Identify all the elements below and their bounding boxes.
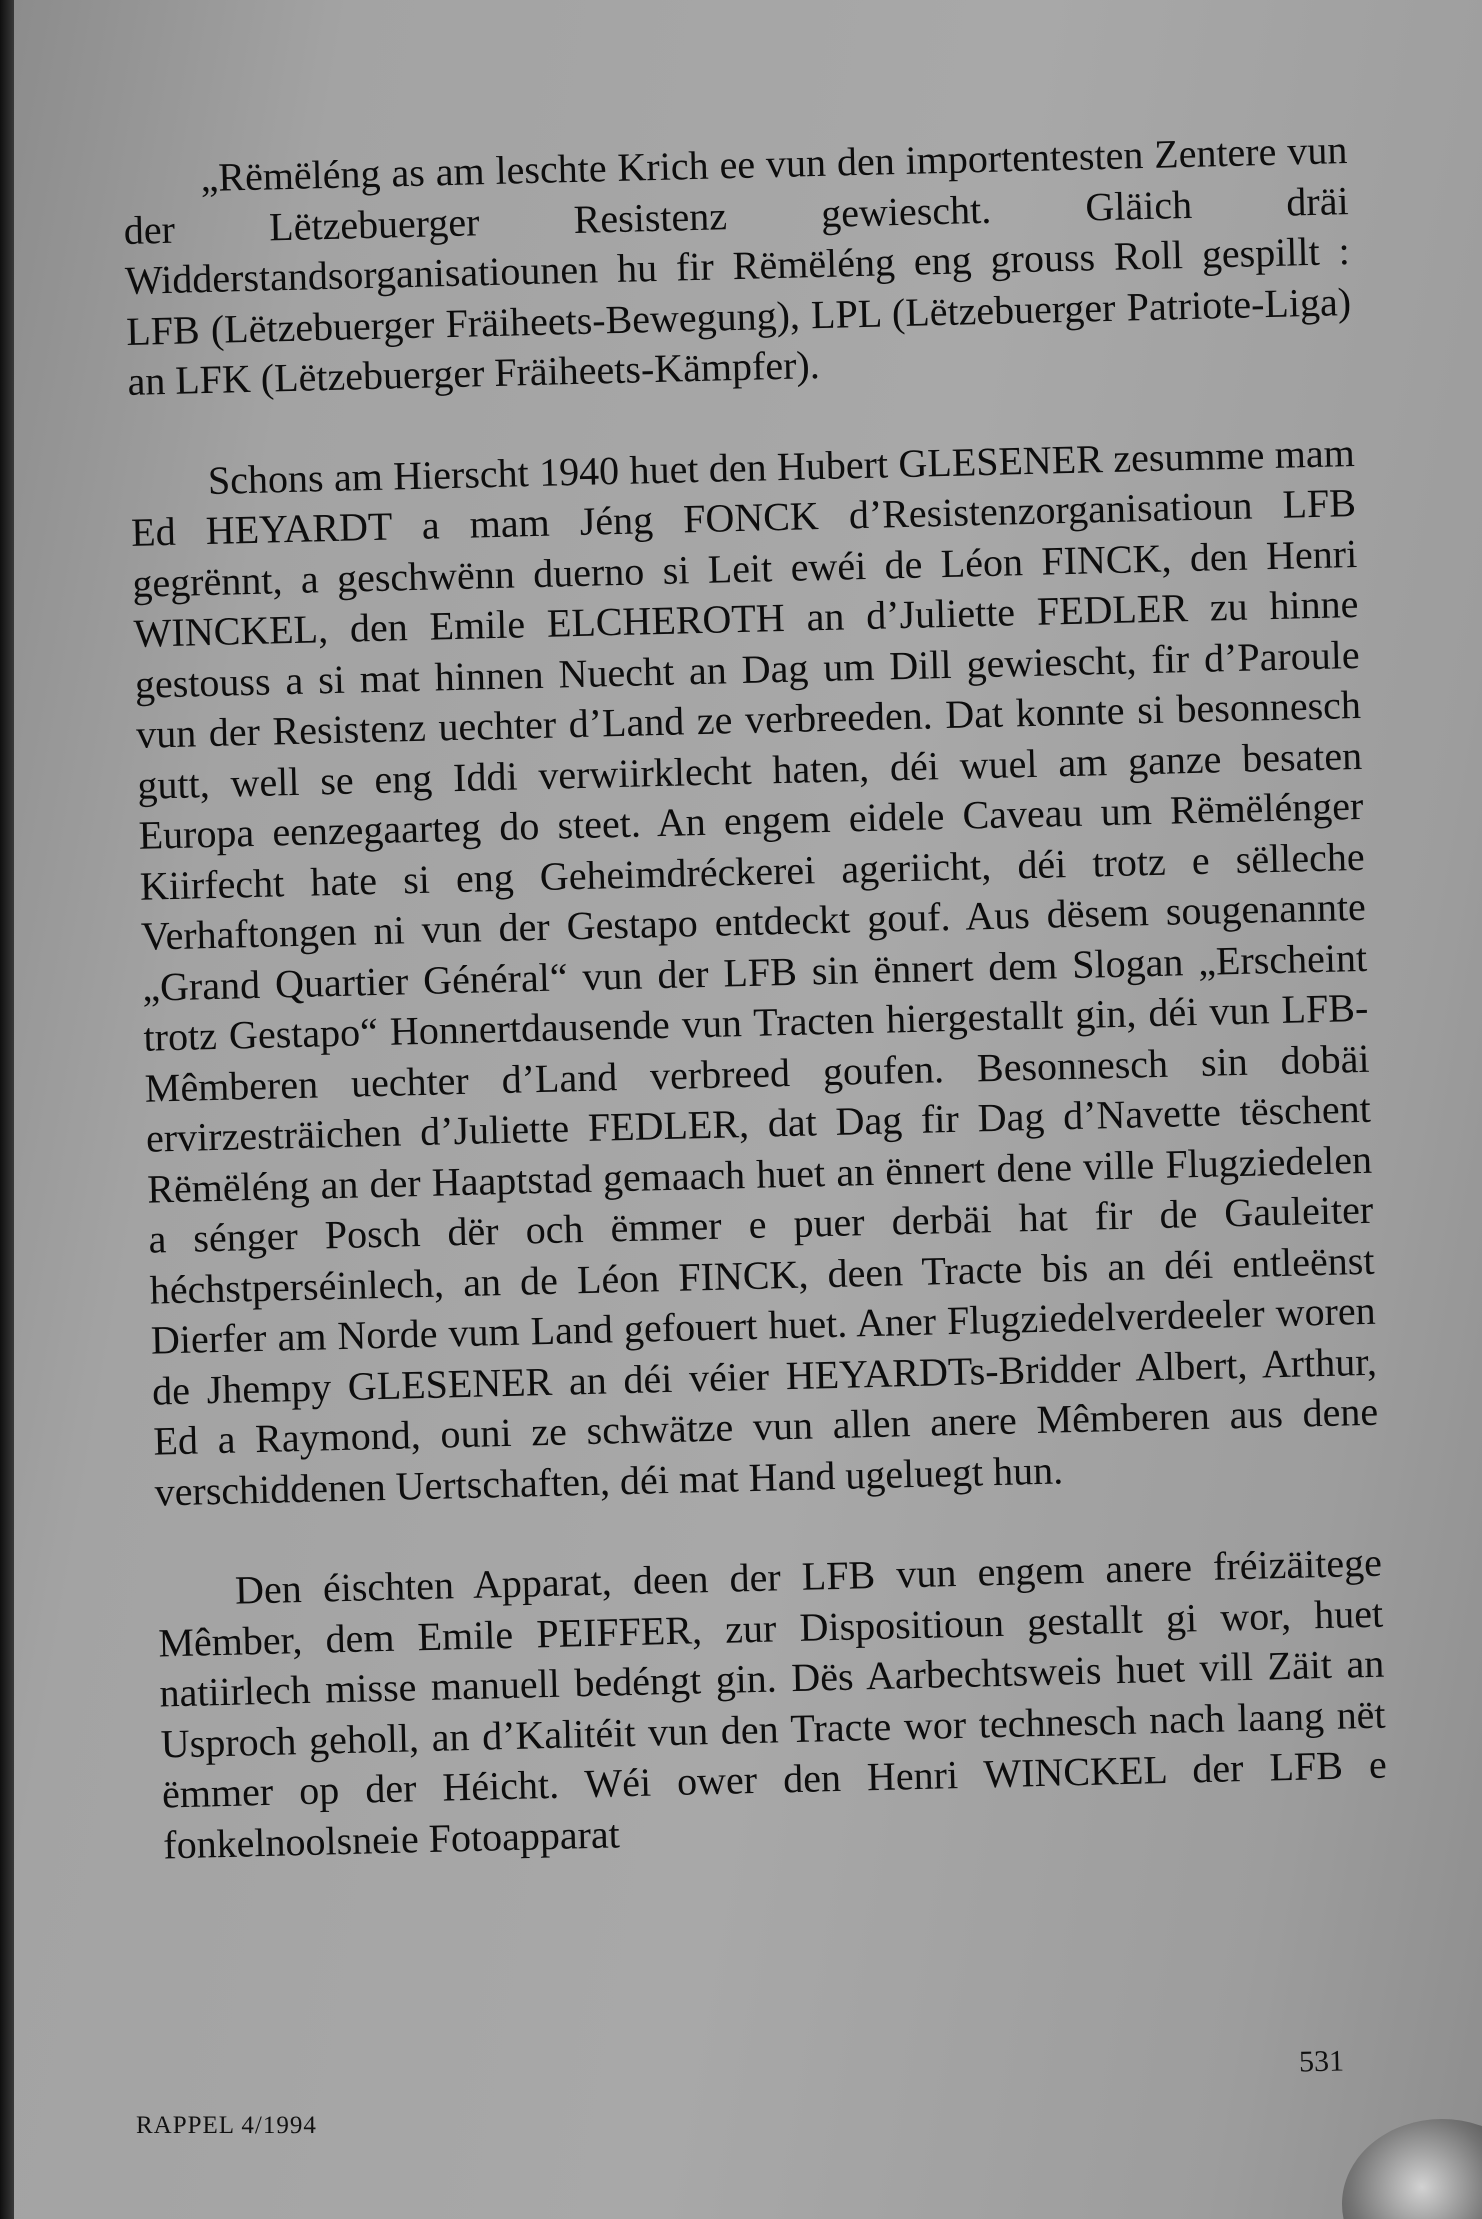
paragraph-1: „Rëmëléng as am leschte Krich ee vun den importentesten Zentere vun der Lëtzebuerger Resistenz gewiescht. Gläich dräi Widderstandsorganisatiounen hu fir Rëmëléng eng grouss Roll gespillt : LFB (Lëtzebuerger Fräiheets-Bewegung), LPL (Lëtzebuerger Patriote-Liga) an LFK (Lëtzebuerger Fräiheets-Kämpfer). bbox=[123, 127, 1352, 404]
paragraph-3: Den éischten Apparat, deen der LFB vun engem anere fréizäitege Mêmber, dem Emile PEIFFER, zur Dispositioun gestallt gi wor, huet natiirlech misse manuell bedéngt gin. Dës Aarbechtsweis huet vill Zäit an Usproch geholl, an d’Kalitéit vun den Tracte wor technesch nach laang nët ëmmer op der Héicht. Wéi ower den Henri WINCKEL der LFB e fonkelnoolsneie Fotoapparat bbox=[157, 1539, 1388, 1867]
publication-footer: RAPPEL 4/1994 bbox=[136, 2112, 317, 2139]
corner-glare bbox=[1342, 2119, 1482, 2219]
page-gutter-shadow bbox=[0, 0, 14, 2219]
book-page bbox=[14, 0, 1482, 2219]
page-number: 531 bbox=[1298, 2044, 1345, 2079]
body-text bbox=[122, 125, 1390, 1920]
paragraph-2: Schons am Hierscht 1940 huet den Hubert GLESENER zesumme mam Ed HEYARDT a mam Jéng FONCK d’Resistenzorganisatioun LFB gegrënnt, a geschwënn duerno si Leit ewéi de Léon FINCK, den Henri WINCKEL, den Emile ELCHEROTH an d’Juliette FEDLER zu hinne gestouss a si mat hinnen Nuecht an Dag um Dill gewiescht, fir d’Paroule vun der Resistenz uechter d’Land ze verbreeden. Dat konnte si besonnesch gutt, well se eng Iddi verwiirklecht haten, déi wuel am ganze besaten Europa eenzegaarteg do steet. An engem eidele Caveau um Rëmëlénger Kiirfecht hate si eng Geheimdréckerei ageriicht, déi trotz e sëlleche Verhaftongen ni vun der Gestapo entdeckt gouf. Aus dësem sougenannte „Grand Quartier Général“ vun der LFB sin ënnert dem Slogan „Erscheint trotz Gestapo“ Honnertdausende vun Tracten hiergestallt gin, déi vun LFB-Mêmberen uechter d’Land verbreed goufen. Besonnesch sin dobäi ervirzesträichen d’Juliette FEDLER, dat Dag fir Dag d’Navette tëschent Rëmëléng an der Haaptstad gemaach huet an ënnert dene ville Flugziedelen a sénger Posch dër och ëmmer e puer derbäi hat fir de Gauleiter héchstperséinlech, an de Léon FINCK, deen Tracte bis an déi entleënst Dierfer am Norde vum Land gefouert huet. Aner Flugziedelverdeeler woren de Jhempy GLESENER an déi véier HEYARDTs-Bridder Albert, Arthur, Ed a Raymond, ouni ze schwätze vun allen anere Mêmberen aus dene verschiddenen Uertschaften, déi mat Hand ugeluegt hun. bbox=[130, 429, 1379, 1515]
